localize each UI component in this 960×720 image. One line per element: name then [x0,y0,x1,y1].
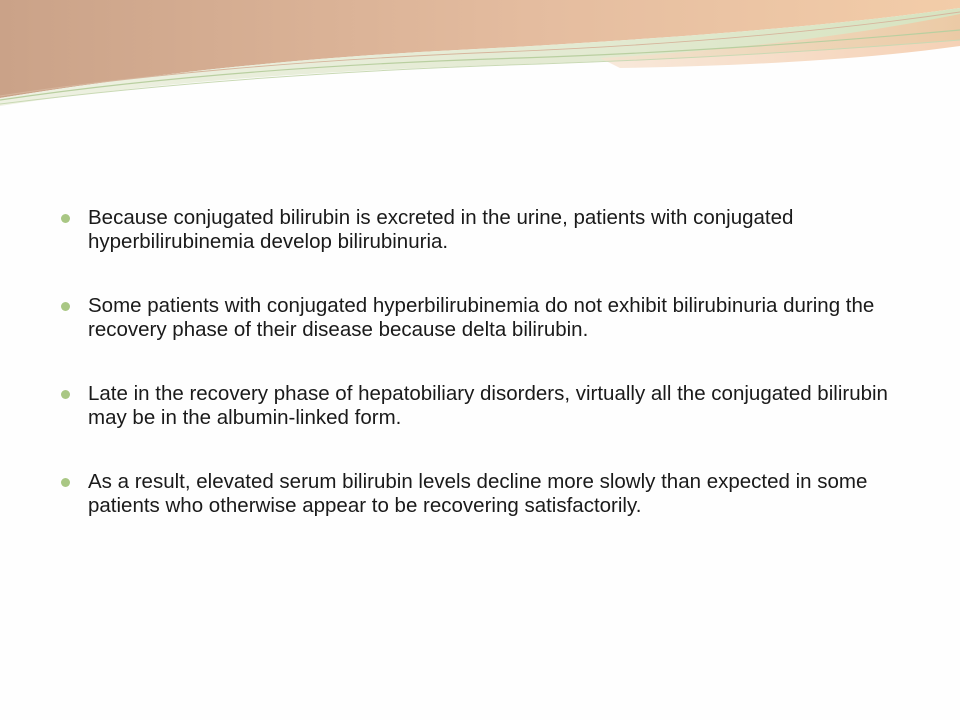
slide-content [60,206,920,518]
bullet-text: Late in the recovery phase of hepatobiliary disorders, virtually all the conjugated bilirubin may be in the albumin-linked form. [88,382,888,429]
bullet-text: Because conjugated bilirubin is excreted in the urine, patients with conjugated hyperbilirubinemia develop bilirubinuria. [88,206,794,253]
bullet-dot-icon [61,214,70,223]
bullet-dot-icon [61,302,70,311]
bullet-text: As a result, elevated serum bilirubin levels decline more slowly than expected in some patients who otherwise appear to be recovering satisfactorily. [88,470,868,517]
bullet-text: Some patients with conjugated hyperbilirubinemia do not exhibit bilirubinuria during the recovery phase of their disease because delta bilirubin. [88,294,875,341]
bullet-item [60,206,920,254]
bullet-item [60,294,920,342]
bullet-item [60,470,920,518]
bullet-dot-icon [61,478,70,487]
bullet-item [60,382,920,430]
header-swoosh-decoration [0,0,960,120]
bullet-dot-icon [61,390,70,399]
bullet-list [60,206,920,518]
